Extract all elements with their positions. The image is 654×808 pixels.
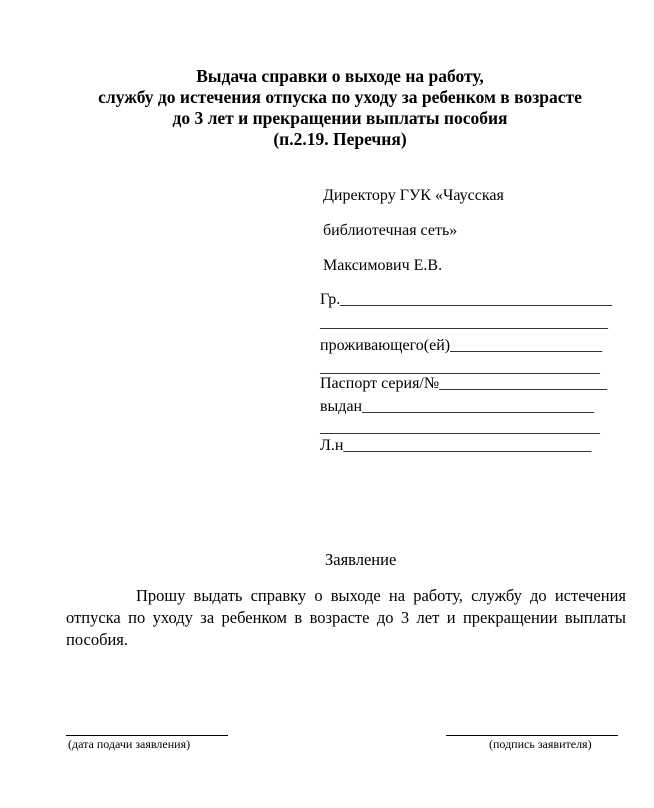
title-line-3: до 3 лет и прекращении выплаты пособия (172, 108, 508, 128)
addressee-line-1: Директору ГУК «Чаусская (323, 187, 504, 204)
personal-number-field: Л.н_______________________________ (320, 437, 592, 454)
statement-text: Прошу выдать справку о выходе на работу, службу до истечения отпуска по уходу за ребенком в возрасте до 3 лет и прекращении выплаты пособия. (66, 586, 626, 649)
date-line (66, 735, 228, 736)
applicant-name-blank: ____________________________________ (320, 314, 608, 331)
addressee-line-3: Максимович Е.В. (323, 257, 443, 274)
issued-by-field: выдан_____________________________ (320, 398, 595, 415)
statement-heading: Заявление (325, 550, 397, 569)
statement-body (66, 585, 626, 651)
residence-blank: ___________________________________ (320, 359, 600, 376)
passport-field: Паспорт серия/№_____________________ (320, 375, 608, 392)
document-title (60, 66, 620, 150)
date-caption: (дата подачи заявления) (68, 737, 191, 751)
title-line-2: службу до истечения отпуска по уходу за ребенком в возрасте (98, 87, 582, 107)
residence-field: проживающего(ей)___________________ (320, 337, 603, 354)
addressee-line-2: библиотечная сеть» (323, 222, 458, 239)
issued-by-blank: ___________________________________ (320, 419, 600, 436)
title-line-1: Выдача справки о выходе на работу, (196, 66, 484, 86)
title-line-4: (п.2.19. Перечня) (273, 129, 407, 149)
applicant-name-field: Гр.__________________________________ (320, 291, 613, 308)
signature-line (446, 735, 618, 736)
signature-caption: (подпись заявителя) (489, 737, 592, 751)
